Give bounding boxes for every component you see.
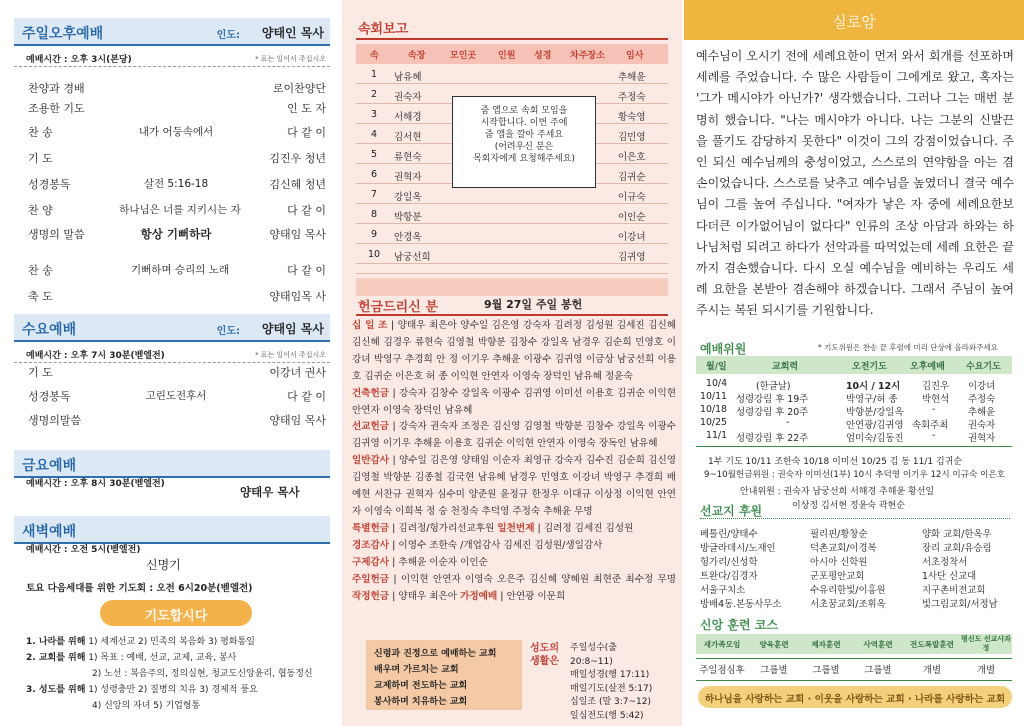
- order-item: 찬양과 경배: [28, 82, 85, 95]
- duty-calendar: 성령강림 후 20주: [736, 407, 809, 418]
- siloam-column: [684, 0, 1024, 726]
- order-row: [28, 176, 328, 196]
- order-row: [28, 388, 328, 408]
- duty-wed: 주정숙: [968, 394, 996, 405]
- mission-item: 수유리한빛/이홍원: [810, 585, 886, 596]
- table-row: [696, 378, 1012, 391]
- offering-names: | 양태우 최은아: [392, 590, 458, 602]
- duty-am: 10시 / 12시: [846, 381, 901, 392]
- order-row: [28, 124, 328, 144]
- prayer-body: 4) 신앙의 자녀 5) 기업형통: [92, 701, 201, 711]
- duty-am: 박향분/강일옥: [846, 407, 904, 418]
- col-header: 오전기도: [852, 362, 887, 372]
- group-number: 1: [370, 69, 378, 80]
- duty-date: 10/4: [706, 378, 728, 389]
- offering-date: 9월 27일 주일 봉헌: [484, 298, 583, 311]
- leader-name: 안경옥: [394, 232, 422, 243]
- duty-am: 엄미숙/김동진: [846, 433, 904, 444]
- officer-name: 이인순: [618, 212, 646, 223]
- duty-date: 11/1: [706, 430, 728, 441]
- course-header-row: [696, 634, 1012, 654]
- course-value: 개별: [976, 665, 996, 676]
- order-item: 기 도: [28, 152, 53, 165]
- col-header: 모인곳: [450, 51, 477, 61]
- col-header: 오후예배: [910, 362, 945, 372]
- duty-pm: -: [932, 430, 936, 441]
- duty-header-row: [696, 356, 1012, 374]
- vision-box: [366, 640, 522, 710]
- order-person: 다 같 이: [287, 126, 326, 139]
- friday-header: [14, 450, 330, 478]
- duty-note: * 기도위원은 찬송 끝 후렴에 미리 단상에 올라와주세요: [818, 343, 998, 352]
- duty-line: 1부 기도 10/11 조한숙 10/18 이미선 10/25 김 동 11/1 김귀순: [708, 457, 963, 467]
- order-item: 찬 송: [28, 126, 53, 139]
- dawn-book: 신명기: [146, 558, 181, 572]
- siloam-banner: [684, 0, 1024, 40]
- officer-name: 추해윤: [618, 72, 646, 83]
- notice-line: 목회자에게 요청해주세요): [472, 154, 575, 164]
- mission-item: 방배4동.본동사무소: [700, 599, 782, 610]
- offering-names: | 이익현 안연자 이영숙 오은주 김신혜 양혜원 최현준 최수정 무명: [393, 573, 676, 585]
- divider: [696, 680, 1012, 681]
- prayer-item: [26, 682, 258, 695]
- col-header: 새가족모임: [703, 640, 741, 649]
- divider: [14, 362, 330, 363]
- duty-date: 10/18: [700, 404, 728, 415]
- divider: [696, 658, 1012, 659]
- prayer-item: [92, 698, 200, 711]
- order-item: 조용한 기도: [28, 102, 85, 115]
- notice-line: 시작합니다. 이번 주에: [480, 118, 568, 128]
- order-item: 찬 양: [28, 204, 53, 217]
- course-value: 주일점심후: [699, 665, 745, 676]
- prayer-item: [92, 666, 313, 679]
- duty-calendar: 성령강림 후 22주: [736, 433, 809, 444]
- wednesday-note: * 표는 일어서 주십시오: [254, 351, 326, 359]
- order-detail: 내가 어둥속에서: [138, 126, 214, 138]
- offering-names: | 김려정 김세진 김성원: [537, 522, 634, 534]
- meditation-text: 예수님이 오시기 전에 세례요한이 먼저 와서 회개를 선포하며 세례를 주었습니다. 수 많은 사람들이 그에게로 왔고, 혹자는 '그가 메시야가 아닌가?' 생각했습니다. 그러나 그는 매번 분명히 했습니다. "나는 메시야가 아니다. 나는 그분의 신발끈을 풀기도 감당하지 못한다" 이것이 그의 강점이었습니다. 주인 되신 예수님께의 충성이었고, 스스로의 연약함을 아는 겸손이었습니다. 스스로를 낮추고 예수님을 높였더니 결국 예수님이 그를 높여 주십니다. "여자가 낳은 자 중에 세례요한보다더큰 이가없어님이 없다다" 인류의 조상 아담과 하와는 하나님처럼 되려고 하다가 선악과를 따먹었는데 세례 요한은 끝까지 겸손했습니다. 다시 오실 예수님을 예비하는 우리도 세례 요한을 본받아 겸손해야 하겠습니다. 그래서 주님이 높여 주시는 복된 되시기를 기원합니다.: [696, 49, 1014, 318]
- offering-names: | 양태우 최은아 양수일 김은영 강숙자 김려정 김성원 김세진 김신혜 김신혜 김경우 류현숙 김영철 박향분 김창수 강일옥 남경우 김순희 민영호 이강녀 박영구 추경희 안 정 이기우 추해윤 이광수 김귀영 이금상 남궁선희 이용호 김귀순 이은호 허 종 이익현 안연자 이영숙 장덕인 남유혜 정윤숙: [352, 320, 676, 382]
- col-header: 임사: [626, 51, 644, 61]
- table-row: [356, 66, 668, 84]
- offering-names: | 안연광 이문희: [500, 590, 566, 602]
- order-row: [28, 412, 328, 432]
- leader-name: 서해경: [394, 112, 422, 123]
- duty-calendar: 성령강림 후 19주: [736, 394, 809, 405]
- life-title-line: 성도의: [530, 643, 559, 654]
- offering-names: | 이영수 조한숙 /개업감사 김세진 김성원/생일감사: [392, 539, 603, 551]
- prayer-item: [26, 650, 236, 663]
- mission-item: 빛그림교회/서정남: [922, 599, 998, 610]
- officer-name: 김귀순: [618, 172, 646, 183]
- order-row: [28, 202, 328, 222]
- friday-title: 금요예배: [22, 458, 77, 474]
- table-row: [696, 430, 1012, 443]
- order-row: [28, 288, 328, 308]
- order-detail: 하나님은 너를 지키시는 자: [119, 204, 241, 216]
- order-person: 김진우 청년: [269, 152, 326, 165]
- duty-pm: 속회주최: [912, 420, 949, 431]
- friday-time: 예배시간 : 오후 8시 30분(벧엘전): [26, 479, 165, 489]
- life-title-line: 생활은: [530, 656, 559, 667]
- order-item: 생명의말씀: [28, 414, 82, 427]
- table-row: [356, 186, 668, 204]
- col-header: 속장: [408, 51, 426, 61]
- group-number: 6: [370, 169, 378, 180]
- duty-pm: -: [932, 404, 936, 415]
- order-person: 양태임 목사: [269, 414, 326, 427]
- vision-item: 신령과 진정으로 예배하는 교회: [374, 649, 497, 659]
- mission-item: 서울구치소: [700, 585, 746, 596]
- col-header: 전도폭발훈련: [909, 640, 954, 649]
- officer-name: 이은호: [618, 152, 646, 163]
- duty-calendar: -: [786, 417, 790, 428]
- sunday-pm-header: [14, 18, 330, 46]
- duty-line: 안내위원 : 권숙자 남궁선희 서해경 추해윤 황선일: [740, 487, 935, 497]
- missions-title: 선교지 후원: [700, 504, 763, 518]
- mission-item: 양화 교회/한옥우: [922, 529, 992, 540]
- leader-name: 김서현: [394, 132, 422, 143]
- vision-item: 봉사하며 치유하는 교회: [374, 697, 468, 707]
- vision-item: 교제하며 전도하는 교회: [374, 681, 468, 691]
- prayer-body: 1) 성령충만 2) 질병의 치유 3) 경제적 풍요: [88, 685, 258, 695]
- divider: [356, 314, 668, 316]
- worship-column: [0, 0, 340, 726]
- duty-line: 9~10월헌금위원 : 권숙자 이미선(1부) 10시 추덕영 이기우 12시 이규숙 이은호: [704, 470, 1005, 480]
- group-number: 10: [367, 249, 381, 260]
- mission-item: 서초꿈교회/조휘옥: [810, 599, 886, 610]
- table-row: [356, 246, 668, 264]
- life-item: 일심전도(행 5:42): [570, 710, 644, 721]
- notice-line: 줌 앱으로 속회 모임을: [480, 106, 568, 116]
- sermon-title: 항상 기뻐하라: [140, 227, 212, 241]
- life-item: 매일기도(살전 5:17): [570, 683, 653, 694]
- life-item: 십일조 (말 3:7~12): [570, 697, 651, 707]
- offering-label: 일반감사: [352, 455, 390, 467]
- offering-names: | 강숙자 김창수 강일옥 이광수 김귀영 이미선 이용호 김귀순 이익현 안연자 이영숙 장덕인 남유혜: [352, 387, 676, 416]
- vision-item: 배우며 가르치는 교회: [374, 665, 459, 675]
- order-item: 성경봉독: [28, 390, 71, 403]
- wednesday-header: [14, 314, 330, 342]
- prayer-body: 1) 목표 : 예배, 선교, 교제, 교육, 봉사: [88, 653, 237, 663]
- order-person: 인 도 자: [287, 102, 326, 115]
- order-person: 다 같 이: [287, 390, 326, 403]
- prayer-item: [26, 634, 255, 647]
- offering-title: 헌금드리신 분: [358, 300, 438, 315]
- dawn-time: 예배시간 : 오전 5시(벧엘전): [26, 545, 141, 555]
- mission-item: 아시아 신학원: [810, 557, 868, 568]
- mission-item: 베틀린/양태수: [700, 529, 758, 540]
- offering-names: | 강숙자 권숙자 조정은 김신영 김영철 박향분 김창수 강일옥 이광수 김귀영 이기우 추해윤 이용호 김귀순 이익현 안연자 이영숙 장독인 남유혜: [352, 421, 676, 450]
- mission-item: 장리 교회/유승림: [922, 543, 992, 554]
- life-item: 주일성수(출 20:8~11): [570, 643, 617, 667]
- group-number: 8: [370, 209, 378, 220]
- offering-names: | 추해윤 이순자 이인순: [392, 556, 488, 568]
- divider: [696, 446, 1012, 447]
- offering-names: | 김려정/헝가리선교후원: [392, 522, 495, 534]
- officer-name: 이강녀: [618, 232, 646, 243]
- mission-item: 지구촌비전교회: [922, 585, 986, 596]
- duty-wed: 추해윤: [968, 407, 996, 418]
- prayer-head: 1. 나라를 위해: [26, 637, 86, 647]
- duty-wed: 이강녀: [968, 381, 996, 392]
- col-header: 수요기도: [966, 362, 1001, 372]
- duty-title: 예배위원: [700, 342, 747, 356]
- officer-name: 이규숙: [618, 192, 646, 203]
- duty-calendar: (한글날): [756, 381, 791, 392]
- col-header: 교회력: [772, 362, 799, 372]
- motto-text: 하나님을 사랑하는 교회 · 이웃을 사랑하는 교회 · 나라를 사랑하는 교회: [704, 694, 1006, 705]
- prayer-body: 1) 세계선교 2) 민족의 복음화 3) 평화통일: [88, 637, 255, 647]
- order-person: 다 같 이: [287, 264, 326, 277]
- course-value: 개별: [922, 665, 942, 676]
- order-row: [28, 364, 328, 384]
- sunday-pm-time: 예배시간 : 오후 3시(본당): [26, 55, 132, 65]
- order-person: 로이찬양단: [272, 82, 326, 95]
- duty-am: 박영구/허 종: [846, 394, 898, 405]
- col-header: 제자훈련: [811, 640, 841, 649]
- table-row: [696, 404, 1012, 417]
- divider: [14, 66, 330, 67]
- offering-list: [352, 318, 676, 605]
- duty-date: 10/25: [700, 417, 728, 428]
- order-item: 생명의 말씀: [28, 228, 85, 241]
- life-item: 매일성경(행 17:11): [570, 670, 650, 680]
- group-number: 3: [370, 109, 378, 120]
- order-person: 다 같 이: [287, 204, 326, 217]
- mission-item: 필리핀/황창순: [810, 529, 868, 540]
- order-item: 축 도: [28, 290, 53, 303]
- offering-label: 가정예배: [460, 590, 498, 602]
- col-header: 월/일: [706, 362, 727, 372]
- saturday-prayer: 토요 다음세대를 위한 기도회 : 오전 6시20분(벧엘전): [26, 583, 253, 594]
- col-header: 사역훈련: [863, 640, 893, 649]
- officer-name: 김귀영: [618, 252, 646, 263]
- course-value: 그룹별: [864, 665, 892, 676]
- leader-name: 박항분: [394, 212, 422, 223]
- siloam-title: 실로암: [832, 13, 876, 31]
- leader-name: 류현숙: [394, 152, 422, 163]
- sunday-pm-leader-label: 인도:: [216, 30, 240, 41]
- friday-leader: 양태우 목사: [240, 485, 300, 499]
- dawn-header: [14, 516, 330, 544]
- leader-name: 권혁자: [394, 172, 422, 183]
- order-row: [28, 150, 328, 170]
- duty-pm: 김진우: [922, 381, 950, 392]
- course-value: 그룹별: [760, 665, 788, 676]
- wednesday-leader-label: 인도:: [216, 326, 240, 337]
- zoom-notice: [452, 96, 596, 188]
- duty-wed: 권숙자: [968, 420, 996, 431]
- order-person: 이강녀 권사: [269, 366, 326, 379]
- officer-name: 황숙영: [618, 112, 646, 123]
- group-number: 4: [370, 129, 378, 140]
- sunday-pm-leader: 양태인 목사: [261, 26, 324, 40]
- offering-label: 특별헌금: [352, 522, 390, 534]
- offering-label: 십 일 조: [352, 320, 388, 331]
- mission-item: 헝가리/신성학: [700, 557, 758, 568]
- offering-names: | 양수일 김은영 양태임 이순자 최영규 강숙자 김수진 김순희 김신영 김영철 박향분 김종철 김국현 남유혜 남경우 민영호 이강녀 박영구 추경희 배예현 서찬규 권혁자 심수미 양준원 윤정규 한정우 이대규 이상정 이익현 안연자 이영숙 이희복 정 숭 천정숙 추덕영 주정숙 추해윤 무명: [352, 455, 676, 517]
- duty-pm: 박현석: [922, 394, 950, 405]
- group-number: 9: [370, 229, 378, 240]
- order-row: [28, 100, 328, 120]
- order-row: [28, 80, 328, 100]
- wednesday-title: 수요예배: [22, 322, 77, 338]
- mission-item: 방글라데시/노재인: [700, 543, 776, 554]
- table-row: [356, 278, 668, 296]
- duty-line: 이상정 김서현 정윤숙 곽현순: [792, 501, 905, 511]
- table-row: [696, 391, 1012, 404]
- offering-label: 경조감사: [352, 539, 390, 551]
- life-list: [570, 642, 662, 723]
- prayer-head: 2. 교회를 위해: [26, 653, 86, 663]
- offering-label: 주일헌금: [352, 573, 390, 585]
- order-person: 양태임목 사: [269, 290, 326, 303]
- table-row: [356, 226, 668, 244]
- order-detail: 고린도전후서: [145, 390, 207, 402]
- course-value: 그룹별: [812, 665, 840, 676]
- life-title: [530, 642, 559, 668]
- offering-label: 일천번제: [497, 522, 535, 534]
- col-header: 차주장소: [570, 51, 605, 61]
- col-header: 평신도 선교사과정: [961, 635, 1011, 652]
- col-header: 인원: [498, 51, 516, 61]
- offering-label: 구제감사: [352, 556, 390, 568]
- officer-name: 김민영: [618, 132, 646, 143]
- vision-block: [352, 640, 662, 721]
- dawn-title: 새벽예배: [22, 524, 77, 540]
- table-row: [356, 206, 668, 224]
- order-person: 김신혜 청년: [269, 178, 326, 191]
- mission-item: 1사단 신교대: [922, 571, 977, 582]
- mission-item: 서초정착서: [922, 557, 968, 568]
- notice-line: (어려우신 분은: [494, 142, 554, 152]
- order-detail: 기뻐하며 승리의 노래: [131, 264, 229, 276]
- order-detail: 살전 5:16-18: [143, 178, 209, 190]
- sunday-pm-note: * 표는 일어서 주십시오: [254, 55, 326, 63]
- divider: [700, 518, 1010, 519]
- wednesday-time: 예배시간 : 오후 7시 30분(벧엘전): [26, 351, 165, 361]
- order-row: [28, 226, 328, 246]
- prayer-banner: [100, 600, 252, 626]
- leader-name: 남유혜: [394, 72, 422, 83]
- table-row: [696, 417, 1012, 430]
- mission-item: 군포평안교회: [810, 571, 865, 582]
- duty-date: 10/11: [700, 391, 728, 402]
- mission-item: 트완다/김경자: [700, 571, 758, 582]
- attendance-title: 속회보고: [358, 22, 409, 37]
- notice-line: 줌 앱을 깔아 주세요: [484, 130, 564, 140]
- sunday-pm-title: 주일오후예배: [22, 26, 104, 42]
- prayer-title: 기도합시다: [144, 609, 208, 624]
- mission-item: 덕촌교회/이경복: [810, 543, 877, 554]
- group-number: 7: [370, 189, 378, 200]
- officer-name: 주정숙: [618, 92, 646, 103]
- col-header: 양육훈련: [759, 640, 789, 649]
- col-header: 성경: [534, 51, 552, 61]
- prayer-body: 2) 노선 : 복음주의, 정의실현, 청교도신앙윤리, 협동정신: [92, 669, 313, 679]
- offering-label: 건축헌금: [352, 387, 390, 399]
- wednesday-leader: 양태임 목사: [261, 322, 324, 336]
- table-row: [356, 266, 668, 274]
- order-item: 성경봉독: [28, 178, 71, 191]
- offering-label: 선교헌금: [352, 421, 390, 433]
- leader-name: 남궁선희: [394, 252, 431, 263]
- divider: [356, 38, 668, 40]
- order-person: 양태임 목사: [269, 228, 326, 241]
- attendance-header-row: [356, 44, 668, 64]
- duty-am: 안연광/김귀영: [846, 420, 904, 431]
- order-item: 찬 송: [28, 264, 53, 277]
- prayer-head: 3. 성도를 위해: [26, 685, 86, 695]
- course-title: 신앙 훈련 코스: [700, 618, 778, 632]
- leader-name: 권숙자: [394, 92, 422, 103]
- order-item: 기 도: [28, 366, 53, 379]
- group-number: 5: [370, 149, 378, 160]
- offering-label: 작정헌금: [352, 590, 390, 602]
- motto-banner: [698, 686, 1012, 708]
- order-row: [28, 262, 328, 282]
- leader-name: 강일옥: [394, 192, 422, 203]
- col-header: 속: [370, 51, 379, 61]
- duty-wed: 권혁자: [968, 433, 996, 444]
- report-column: [342, 0, 682, 726]
- group-number: 2: [370, 89, 378, 100]
